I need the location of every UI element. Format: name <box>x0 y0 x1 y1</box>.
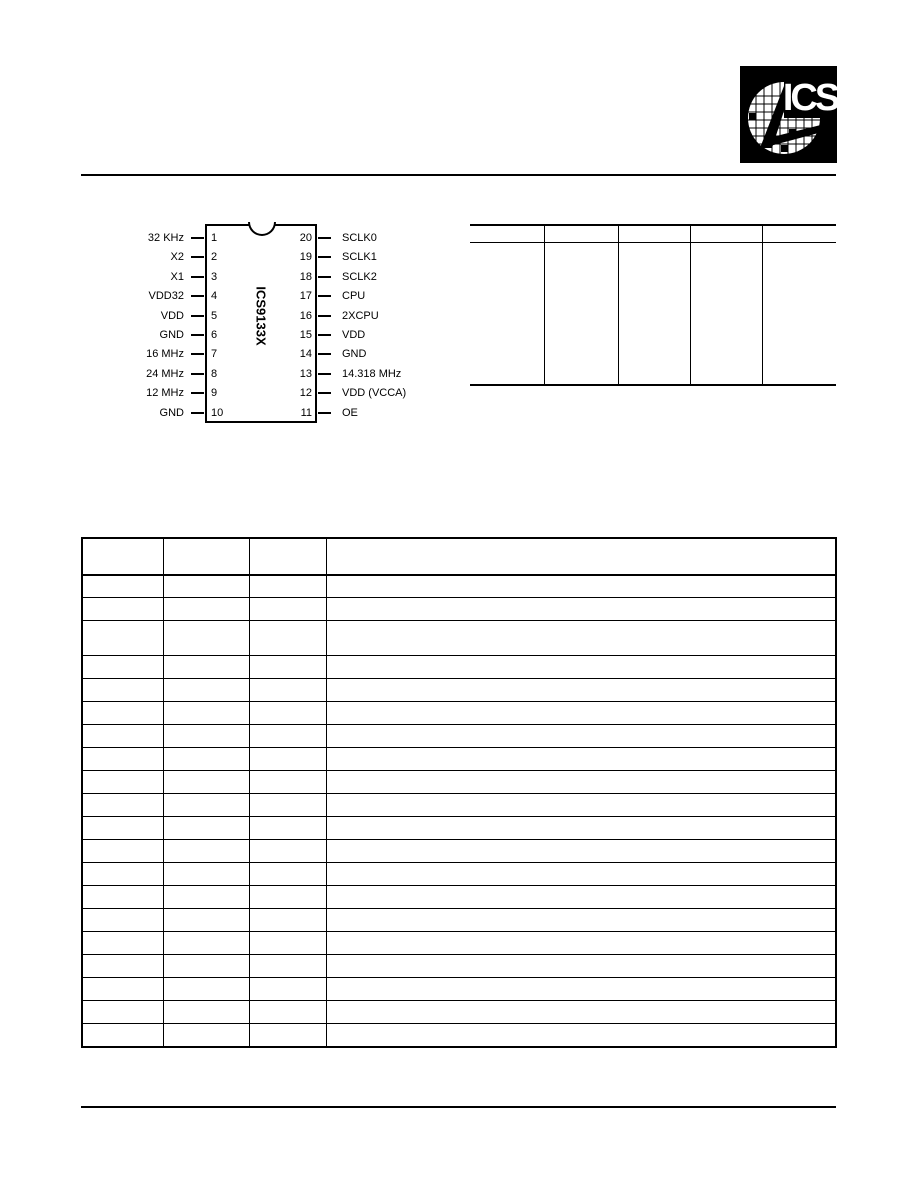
table-row-rule <box>83 701 835 702</box>
pin-lead <box>191 412 204 414</box>
pin-number: 15 <box>299 329 312 341</box>
pin-lead <box>191 237 204 239</box>
svg-text:ICS: ICS <box>782 77 837 119</box>
pin-number: 13 <box>299 367 312 380</box>
function-table-col-divider <box>544 226 545 384</box>
footer-rule <box>81 1106 836 1108</box>
pin-label: 14.318 MHz <box>342 367 402 380</box>
pin-lead <box>191 276 204 278</box>
pin-number: 6 <box>211 329 218 341</box>
pin-label: OE <box>342 406 358 419</box>
pin-number: 5 <box>211 309 218 322</box>
pin-label: GND <box>342 348 367 361</box>
pin-number: 16 <box>299 309 312 322</box>
function-table <box>470 224 836 386</box>
pin-number: 18 <box>299 270 312 283</box>
pin-number: 14 <box>299 348 312 361</box>
pin-number: 19 <box>299 251 312 264</box>
pin-number: 1 <box>211 232 218 244</box>
table-row-rule <box>83 908 835 909</box>
pin-lead <box>318 373 331 375</box>
pin-label: SCLK0 <box>342 232 377 244</box>
pin-lead <box>191 295 204 297</box>
pin-label: GND <box>159 329 184 341</box>
table-row-rule <box>83 1000 835 1001</box>
table-row-rule <box>83 655 835 656</box>
pin-label: SCLK2 <box>342 270 377 283</box>
pin-label: X1 <box>170 270 184 283</box>
table-row-rule <box>83 597 835 598</box>
ics-logo <box>740 66 837 163</box>
pin-number: 11 <box>300 406 312 419</box>
table-row-rule <box>83 724 835 725</box>
pin-lead <box>318 237 331 239</box>
pin-label: 2XCPU <box>342 309 379 322</box>
pin-number: 4 <box>211 290 218 303</box>
table-row-rule <box>83 977 835 978</box>
pin-label: 32 KHz <box>147 232 184 244</box>
pin-number: 7 <box>211 348 218 361</box>
pin-number: 3 <box>211 270 218 283</box>
pin-number: 8 <box>211 367 218 380</box>
pin-label: 12 MHz <box>146 387 184 400</box>
pin-lead <box>318 412 331 414</box>
table-row-rule <box>83 747 835 748</box>
pin-lead <box>318 334 331 336</box>
pin-number: 10 <box>211 406 224 419</box>
table-row-rule <box>83 620 835 621</box>
pin-number: 17 <box>299 290 312 303</box>
table-row-rule <box>83 954 835 955</box>
header-rule <box>81 174 836 176</box>
table-row-rule <box>83 885 835 886</box>
table-row-rule <box>83 839 835 840</box>
pin-label: VDD (VCCA) <box>342 387 407 400</box>
pin-lead <box>191 392 204 394</box>
pin-description-table <box>81 537 837 1048</box>
pin-lead <box>318 276 331 278</box>
pin-lead <box>191 353 204 355</box>
pin-number: 9 <box>211 387 218 400</box>
function-table-col-divider <box>690 226 691 384</box>
pin-label: VDD <box>342 329 366 341</box>
table-row-rule <box>83 793 835 794</box>
pin-lead <box>191 334 204 336</box>
pin-label: CPU <box>342 290 366 303</box>
pin-label: VDD32 <box>148 290 184 303</box>
function-table-col-divider <box>762 226 763 384</box>
function-table-col-divider <box>618 226 619 384</box>
pin-lead <box>318 315 331 317</box>
pin-label: X2 <box>170 251 184 264</box>
table-row-rule <box>83 678 835 679</box>
table-row-rule <box>83 816 835 817</box>
table-row-rule <box>83 931 835 932</box>
pin-label: 24 MHz <box>146 367 184 380</box>
pin-lead <box>318 256 331 258</box>
chip-name: ICS9133X <box>253 286 269 346</box>
pin-lead <box>191 315 204 317</box>
pin-label: GND <box>159 406 184 419</box>
pin-lead <box>318 295 331 297</box>
pin-label: 16 MHz <box>146 348 184 361</box>
pin-number: 12 <box>299 387 312 400</box>
table-row-rule <box>83 770 835 771</box>
pin-lead <box>191 373 204 375</box>
pin-number: 2 <box>211 251 218 264</box>
pin-number: 20 <box>299 232 312 244</box>
pin-label: VDD <box>160 309 184 322</box>
table-row-rule <box>83 574 835 576</box>
function-table-header-rule <box>470 242 836 243</box>
pin-lead <box>318 392 331 394</box>
table-row-rule <box>83 1023 835 1024</box>
table-row-rule <box>83 862 835 863</box>
pin-lead <box>318 353 331 355</box>
pin-lead <box>191 256 204 258</box>
pin-label: SCLK1 <box>342 251 377 264</box>
